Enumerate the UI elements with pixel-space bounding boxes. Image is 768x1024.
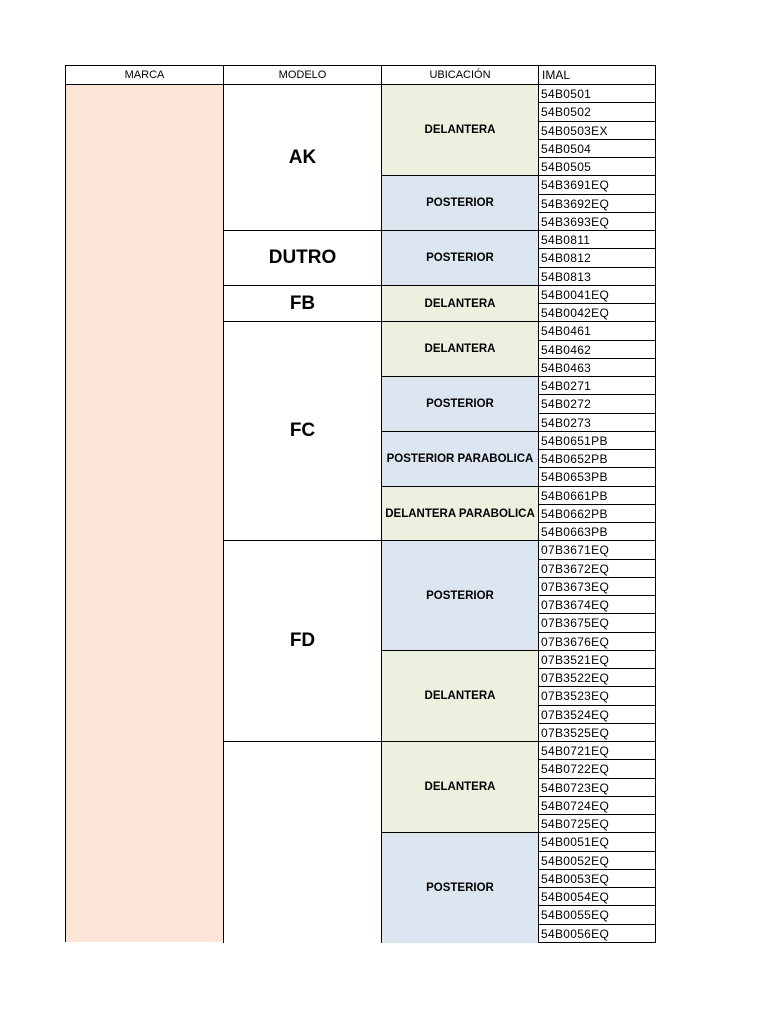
imal-code-cell[interactable]: 54B0651PB (538, 431, 656, 450)
imal-code-cell[interactable]: 54B0271 (538, 376, 656, 395)
ubicacion-cell[interactable]: POSTERIOR (381, 540, 539, 651)
ubicacion-cell[interactable]: DELANTERA PARABOLICA (381, 486, 539, 541)
imal-code-cell[interactable]: 07B3524EQ (538, 705, 656, 724)
modelo-cell[interactable]: FD (223, 540, 382, 742)
imal-code-cell[interactable]: 54B0663PB (538, 522, 656, 541)
imal-code-cell[interactable]: 54B0813 (538, 267, 656, 286)
ubicacion-cell[interactable]: DELANTERA (381, 321, 539, 377)
imal-code-cell[interactable]: 54B0461 (538, 321, 656, 341)
imal-code-cell[interactable]: 54B0502 (538, 102, 656, 122)
ubicacion-cell[interactable]: POSTERIOR (381, 230, 539, 286)
marca-cell[interactable] (65, 84, 224, 942)
imal-code-cell[interactable]: 54B0724EQ (538, 796, 656, 815)
imal-code-cell[interactable]: 54B0051EQ (538, 832, 656, 852)
imal-code-cell[interactable]: 54B0505 (538, 157, 656, 176)
header-ubicacion[interactable]: UBICACIÓN (381, 65, 539, 85)
imal-code-cell[interactable]: 54B0042EQ (538, 303, 656, 322)
modelo-cell[interactable]: FC (223, 321, 382, 541)
imal-code-cell[interactable]: 54B0052EQ (538, 851, 656, 870)
imal-code-cell[interactable]: 54B0653PB (538, 467, 656, 487)
header-marca[interactable]: MARCA (65, 65, 224, 85)
imal-code-cell[interactable]: 54B0055EQ (538, 905, 656, 925)
imal-code-cell[interactable]: 54B3693EQ (538, 212, 656, 231)
modelo-cell[interactable]: DUTRO (223, 230, 382, 286)
spreadsheet-table (65, 65, 656, 942)
header-imal[interactable]: IMAL (538, 65, 656, 85)
imal-code-cell[interactable]: 54B0504 (538, 139, 656, 158)
ubicacion-cell[interactable]: POSTERIOR PARABOLICA (381, 431, 539, 487)
imal-code-cell[interactable]: 54B0725EQ (538, 814, 656, 833)
ubicacion-cell[interactable]: DELANTERA (381, 741, 539, 833)
imal-code-cell[interactable]: 54B0501 (538, 84, 656, 103)
imal-code-cell[interactable]: 07B3523EQ (538, 686, 656, 706)
imal-code-cell[interactable]: 54B0721EQ (538, 741, 656, 760)
ubicacion-cell[interactable]: DELANTERA (381, 650, 539, 742)
imal-code-cell[interactable]: 07B3676EQ (538, 632, 656, 651)
imal-code-cell[interactable]: 07B3521EQ (538, 650, 656, 669)
imal-code-cell[interactable]: 07B3525EQ (538, 723, 656, 742)
header-modelo[interactable]: MODELO (223, 65, 382, 85)
imal-code-cell[interactable]: 54B0722EQ (538, 759, 656, 779)
ubicacion-cell[interactable]: POSTERIOR (381, 832, 539, 943)
imal-code-cell[interactable]: 54B0812 (538, 248, 656, 268)
imal-code-cell[interactable]: 54B0272 (538, 394, 656, 414)
imal-code-cell[interactable]: 07B3671EQ (538, 540, 656, 560)
ubicacion-cell[interactable]: POSTERIOR (381, 175, 539, 231)
imal-code-cell[interactable]: 54B0056EQ (538, 924, 656, 943)
modelo-cell[interactable]: FB (223, 285, 382, 322)
imal-code-cell[interactable]: 54B3691EQ (538, 175, 656, 195)
imal-code-cell[interactable]: 54B0463 (538, 358, 656, 377)
ubicacion-cell[interactable]: DELANTERA (381, 84, 539, 176)
imal-code-cell[interactable]: 54B0723EQ (538, 778, 656, 797)
ubicacion-cell[interactable]: POSTERIOR (381, 376, 539, 432)
imal-code-cell[interactable]: 54B0811 (538, 230, 656, 249)
imal-code-cell[interactable]: 54B0661PB (538, 486, 656, 505)
imal-code-cell[interactable]: 54B0053EQ (538, 869, 656, 888)
imal-code-cell[interactable]: 54B0273 (538, 413, 656, 432)
imal-code-cell[interactable]: 54B0652PB (538, 449, 656, 468)
imal-code-cell[interactable]: 54B3692EQ (538, 194, 656, 213)
modelo-cell[interactable]: AK (223, 84, 382, 231)
imal-code-cell[interactable]: 07B3672EQ (538, 559, 656, 578)
imal-code-cell[interactable]: 54B0054EQ (538, 887, 656, 906)
imal-code-cell[interactable]: 54B0503EX (538, 121, 656, 140)
imal-code-cell[interactable]: 07B3675EQ (538, 613, 656, 633)
imal-code-cell[interactable]: 07B3522EQ (538, 668, 656, 687)
imal-code-cell[interactable]: 54B0662PB (538, 504, 656, 523)
imal-code-cell[interactable]: 07B3674EQ (538, 595, 656, 614)
ubicacion-cell[interactable]: DELANTERA (381, 285, 539, 322)
imal-code-cell[interactable]: 54B0041EQ (538, 285, 656, 304)
imal-code-cell[interactable]: 07B3673EQ (538, 577, 656, 596)
modelo-cell[interactable] (223, 741, 382, 943)
imal-code-cell[interactable]: 54B0462 (538, 340, 656, 359)
